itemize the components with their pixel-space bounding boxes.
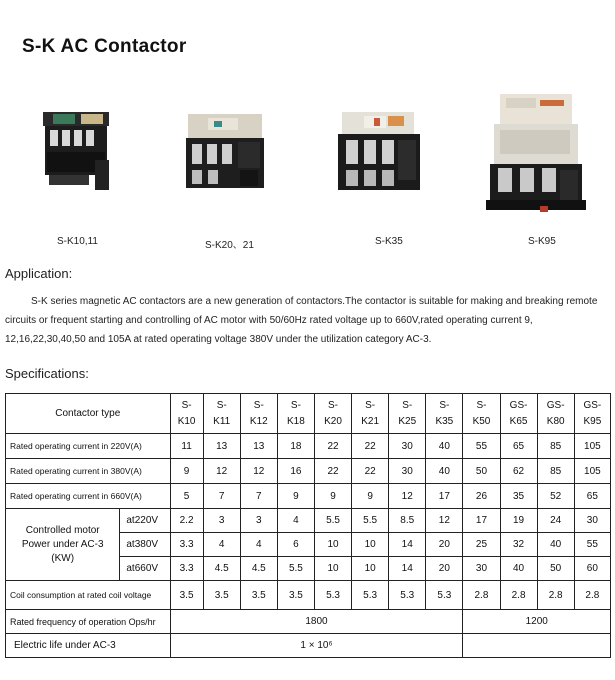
table-cell: 1800 [170,610,463,634]
row-label: Rated frequency of operation Ops/hr [6,610,171,634]
table-row [6,434,611,459]
model-code: K80 [546,415,565,427]
model-prefix: S- [216,399,227,411]
table-cell: 17 [426,484,463,509]
table-cell: 22 [352,459,389,484]
table-cell: 32 [500,533,537,557]
model-code: K25 [398,415,417,427]
table-cell: 5.5 [314,509,351,533]
table-cell: 6 [277,533,314,557]
model-header [170,394,203,434]
table-cell: 30 [389,459,426,484]
model-code: K11 [213,415,231,427]
table-cell: 65 [500,434,537,459]
model-header [203,394,240,434]
product-caption-s-k95: S-K95 [528,236,556,247]
table-cell: 7 [240,484,277,509]
table-cell: 9 [314,484,351,509]
table-row [6,459,611,484]
contactor-large-image [330,90,425,210]
table-cell: 20 [426,557,463,581]
model-code: K65 [509,415,528,427]
table-cell: 20 [426,533,463,557]
table-cell: 22 [314,459,351,484]
table-cell: 12 [426,509,463,533]
table-cell: 50 [537,557,574,581]
table-cell: 22 [352,434,389,459]
table-cell: 85 [537,434,574,459]
model-code: K21 [361,415,380,427]
row-label: Rated operating current in 660V(A) [6,484,171,509]
table-cell: 10 [314,557,351,581]
table-cell: 9 [352,484,389,509]
table-row [6,610,611,634]
table-cell: 5.5 [277,557,314,581]
table-cell: 35 [500,484,537,509]
model-code: K18 [287,415,305,427]
table-cell: 2.8 [574,581,610,610]
specifications-table [5,393,611,658]
product-gallery [0,90,615,250]
row-label: Rated operating current in 380V(A) [6,459,171,484]
table-cell: 60 [574,557,610,581]
table-cell: 13 [203,434,240,459]
table-cell: 11 [170,434,203,459]
product-caption-s-k20-21: S-K20、21 [205,240,254,251]
table-cell: 12 [203,459,240,484]
voltage-label: at380V [120,533,170,557]
product-s-k95 [480,90,610,220]
table-cell: 30 [463,557,500,581]
table-cell: 105 [574,459,610,484]
table-cell: 3.3 [170,533,203,557]
table-cell: 40 [426,434,463,459]
contactor-medium-image [180,90,270,205]
model-header [574,394,610,434]
model-prefix: S- [439,399,450,411]
table-cell: 40 [500,557,537,581]
product-s-k20-21 [180,90,310,205]
table-row [6,581,611,610]
model-prefix: GS- [546,399,565,411]
table-cell: 2.8 [463,581,500,610]
row-label: Rated operating current in 220V(A) [6,434,171,459]
model-header [389,394,426,434]
table-cell: 3.3 [170,557,203,581]
model-prefix: S- [476,399,487,411]
model-header [537,394,574,434]
model-header [426,394,463,434]
contactor-small-image [35,90,120,200]
table-cell: 8.5 [389,509,426,533]
contactor-xlarge-image [480,90,590,220]
table-cell: 2.8 [537,581,574,610]
product-s-k10-11 [35,90,165,200]
page-title: S-K AC Contactor [22,36,187,57]
model-code: K10 [177,415,196,427]
table-cell: 4 [203,533,240,557]
table-cell: 3.5 [203,581,240,610]
table-cell: 16 [277,459,314,484]
table-header-row [6,394,611,434]
table-cell: 17 [463,509,500,533]
table-cell: 3 [203,509,240,533]
model-header [314,394,351,434]
table-cell: 3 [240,509,277,533]
model-prefix: S- [253,399,264,411]
table-cell [463,634,611,658]
table-cell: 4.5 [240,557,277,581]
table-cell: 62 [500,459,537,484]
specifications-heading: Specifications: [5,366,89,381]
model-header [277,394,314,434]
table-cell: 18 [277,434,314,459]
table-cell: 10 [352,557,389,581]
row-label: Coil consumption at rated coil voltage [6,581,171,610]
model-prefix: GS- [583,399,602,411]
power-group-line: (KW) [51,552,75,564]
power-group-label [6,509,120,581]
model-header [240,394,277,434]
table-row [6,484,611,509]
table-cell: 4.5 [203,557,240,581]
model-code: K35 [435,415,454,427]
table-cell: 5.3 [352,581,389,610]
model-header [463,394,500,434]
table-row [6,634,611,658]
table-cell: 3.5 [240,581,277,610]
table-cell: 7 [203,484,240,509]
table-cell: 55 [574,533,610,557]
table-cell: 3.5 [170,581,203,610]
table-cell: 13 [240,434,277,459]
table-cell: 55 [463,434,500,459]
table-cell: 14 [389,533,426,557]
table-cell: 30 [574,509,610,533]
product-caption-s-k10-11: S-K10,11 [57,236,98,247]
table-cell: 10 [352,533,389,557]
row-label: Electric life under AC-3 [6,634,171,658]
table-cell: 26 [463,484,500,509]
table-cell: 105 [574,434,610,459]
model-prefix: S- [290,399,301,411]
table-cell: 5.3 [314,581,351,610]
table-cell: 2.2 [170,509,203,533]
table-cell: 9 [277,484,314,509]
table-cell: 30 [389,434,426,459]
table-cell: 14 [389,557,426,581]
model-prefix: S- [328,399,339,411]
voltage-label: at660V [120,557,170,581]
model-code: K12 [249,415,268,427]
table-cell: 85 [537,459,574,484]
table-row [6,509,611,533]
table-cell: 50 [463,459,500,484]
table-cell: 1200 [463,610,611,634]
product-caption-s-k35: S-K35 [375,236,403,247]
table-cell: 10 [314,533,351,557]
voltage-label: at220V [120,509,170,533]
model-code: K20 [324,415,342,427]
table-cell: 2.8 [500,581,537,610]
model-prefix: S- [365,399,376,411]
table-cell: 22 [314,434,351,459]
table-cell: 52 [537,484,574,509]
table-cell: 5.3 [426,581,463,610]
table-cell: 9 [170,459,203,484]
table-cell: 5 [170,484,203,509]
model-prefix: S- [181,399,192,411]
model-code: K50 [472,415,491,427]
power-group-line: Power under AC-3 [21,538,104,550]
table-cell: 3.5 [277,581,314,610]
table-cell: 65 [574,484,610,509]
product-s-k35 [330,90,460,210]
model-prefix: GS- [509,399,528,411]
table-cell: 40 [426,459,463,484]
table-cell: 12 [389,484,426,509]
table-cell: 12 [240,459,277,484]
table-cell: 40 [537,533,574,557]
model-header [352,394,389,434]
model-prefix: S- [402,399,413,411]
table-cell: 5.3 [389,581,426,610]
table-cell: 4 [240,533,277,557]
power-group-line: Controlled motor [25,524,100,536]
model-header [500,394,537,434]
table-cell: 1 × 10⁶ [170,634,463,658]
table-cell: 4 [277,509,314,533]
contactor-type-label: Contactor type [6,394,171,434]
table-cell: 25 [463,533,500,557]
model-code: K95 [583,415,602,427]
table-cell: 5.5 [352,509,389,533]
table-cell: 19 [500,509,537,533]
application-heading: Application: [5,266,73,281]
application-text: S-K series magnetic AC contactors are a new generation of contactors.The contactor is suitable for making and breaking remote circuits or frequent starting and controlling of AC motor with 50/60Hz rated voltage up to 660V,rated operating current 9, 12,16,22,30,40,50 and 105A at rated operating voltage 380V under the utilization category AC-3. [5,296,598,345]
table-cell: 24 [537,509,574,533]
